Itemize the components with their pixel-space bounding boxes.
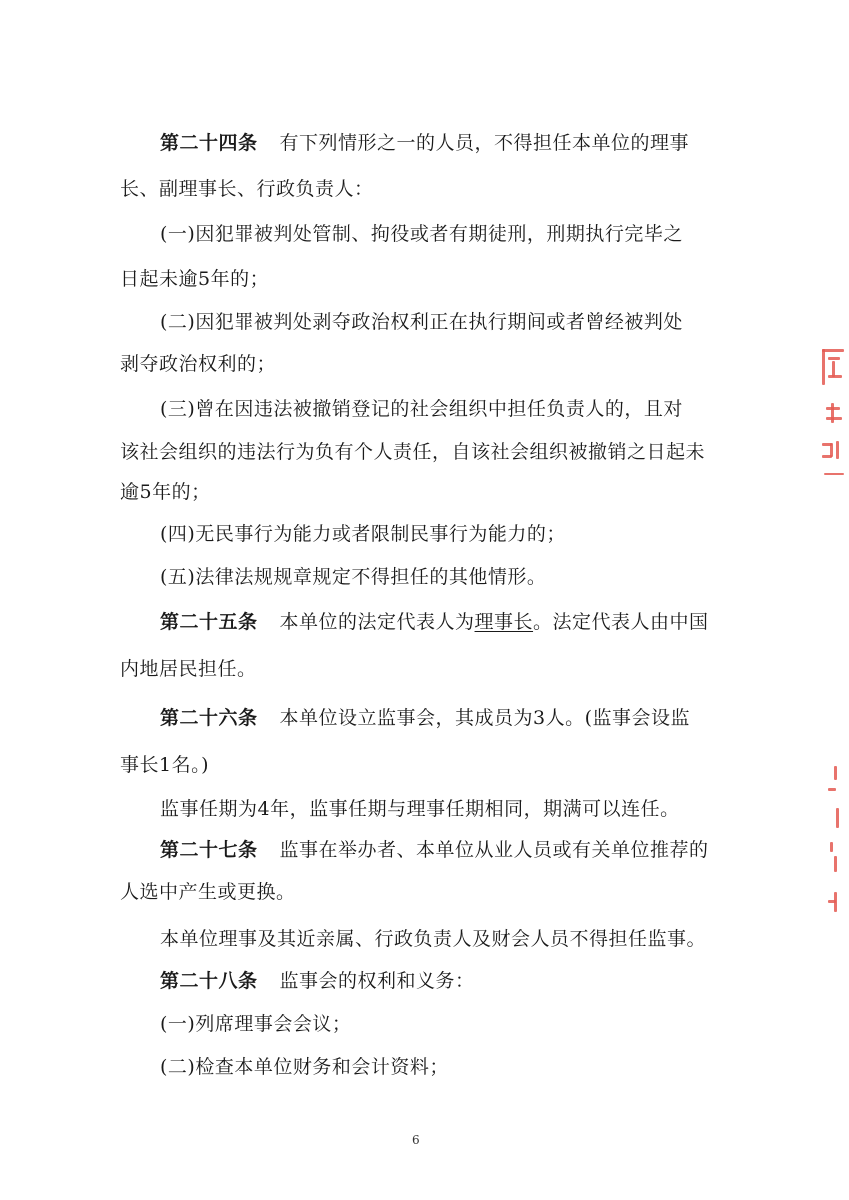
article-26-text: 本单位设立监事会，其成员为3人。(监事会设监 xyxy=(279,707,691,729)
article-24-first-line xyxy=(160,131,689,155)
article-26-heading: 第二十六条 xyxy=(160,707,258,729)
article-24-item-3-line-1: (三)曾在因违法被撤销登记的社会组织中担任负责人的，且对 xyxy=(160,398,683,420)
page-number: 6 xyxy=(412,1133,420,1147)
article-27-heading: 第二十七条 xyxy=(160,839,258,861)
article-26-line-3: 监事任期为4年，监事任期与理事任期相同，期满可以连任。 xyxy=(160,798,680,820)
article-28-item-1: (一)列席理事会会议； xyxy=(160,1013,352,1035)
article-27-text: 监事在举办者、本单位从业人员或有关单位推荐的 xyxy=(279,839,709,861)
article-24-item-4: (四)无民事行为能力或者限制民事行为能力的； xyxy=(160,523,566,545)
article-27-first-line xyxy=(160,838,709,862)
article-28-text: 监事会的权利和义务： xyxy=(279,970,475,992)
article-24-item-1-line-1: (一)因犯罪被判处管制、拘役或者有期徒刑，刑期执行完毕之 xyxy=(160,223,683,245)
article-24-heading: 第二十四条 xyxy=(160,132,258,154)
article-25-line-2: 内地居民担任。 xyxy=(120,658,257,680)
article-24-item-5: (五)法律法规规章规定不得担任的其他情形。 xyxy=(160,566,547,588)
article-24-text: 有下列情形之一的人员，不得担任本单位的理事 xyxy=(279,132,690,154)
article-24-line-2: 长、副理事长、行政负责人： xyxy=(120,178,374,200)
legal-representative-title: 理事长 xyxy=(474,611,534,633)
article-24-item-3-line-2: 该社会组织的违法行为负有个人责任，自该社会组织被撤销之日起未 xyxy=(120,441,706,463)
article-24-item-2-line-2: 剥夺政治权利的； xyxy=(120,353,277,375)
article-24-item-2-line-1: (二)因犯罪被判处剥夺政治权利正在执行期间或者曾经被判处 xyxy=(160,311,683,333)
seal-fragment-upper xyxy=(818,345,848,485)
article-25-text-after: 。法定代表人由中国 xyxy=(533,611,709,633)
article-27-line-2: 人选中产生或更换。 xyxy=(120,881,296,903)
article-25-text-before: 本单位的法定代表人为 xyxy=(279,611,475,633)
article-25-first-line xyxy=(160,610,709,634)
article-26-first-line xyxy=(160,706,690,730)
article-25-heading: 第二十五条 xyxy=(160,611,258,633)
article-24-item-1-line-2: 日起未逾5年的； xyxy=(120,268,270,290)
article-28-item-2: (二)检查本单位财务和会计资料； xyxy=(160,1056,449,1078)
article-28-first-line xyxy=(160,969,475,993)
article-28-heading: 第二十八条 xyxy=(160,970,258,992)
article-26-line-2: 事长1名。) xyxy=(120,754,210,776)
seal-fragment-lower xyxy=(818,760,848,930)
article-24-item-3-line-3: 逾5年的； xyxy=(120,481,211,503)
article-27-line-3: 本单位理事及其近亲属、行政负责人及财会人员不得担任监事。 xyxy=(160,928,707,950)
